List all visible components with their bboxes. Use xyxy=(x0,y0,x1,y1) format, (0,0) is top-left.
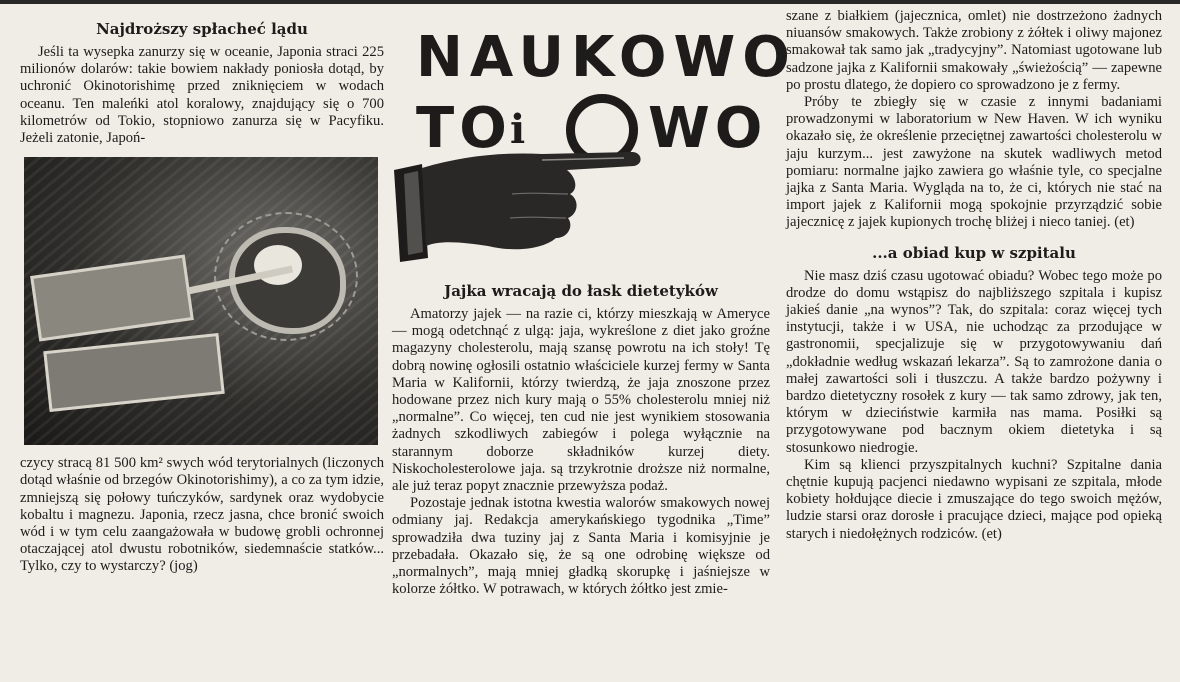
atoll-aerial-photo xyxy=(24,157,378,445)
article-paragraph: Nie masz dziś czasu ugotować obiadu? Wobec tego może po drodze do domu wstąpisz do najbliższego szpitala i kupisz jakieś danie „na wynos”? Tak, do szpitala: coraz więcej tych instytucji, także i w USA, nie uchodząc za przodujące w gastronomii, specjalizuje się w przygotowywaniu dań „dokładnie według wskazań lekarza”. Są to zamrożone dania o małej zawartości soli i tłuszczu. A także bardzo pożywny i bardzo dietetyczny rosołek z kury — tak samo zdrowy, jak ten, którym w dzieciństwie karmiła nas mama. Posiłki są przygotowywane pod bacznym okiem dietetyka i są stosunkowo niedrogie. xyxy=(786,267,1162,456)
logo-word-wo: WO xyxy=(648,96,768,161)
logo-word-i: i xyxy=(510,106,526,153)
article-paragraph: Jeśli ta wysepka zanurzy się w oceanie, Japonia straci 225 milionów dolarów: takie bowiem nakłady poniosła dotąd, by uchronić Okinotorishimę przed zniknięciem w wodach oceanu. Ten maleńki atol koralowy, znajdujący się o 700 kilometrów od Tokio, stopniowo zanurza się w Pacyfiku. Jeżeli zatonie, Japoń- xyxy=(20,44,384,147)
article-paragraph: Próby te zbiegły się w czasie z innymi badaniami prowadzonymi w laboratorium w New Haven. W ich wyniku okazało się, że określenie przeciętnej zawartości cholesterolu w jaju kurzym... jest zawyżone na skutek wadliwych metod pomiaru: normalne jajko zawiera go właśnie tyle, co specjalne jajka z Santa Maria. Wygląda na to, że ci, których nie stać na import jajek z Kalifornii mogą spokojnie przyrządzić sobie jajecznicę z jajek kupionych trochę bliżej i nieco taniej. (et) xyxy=(786,94,1162,231)
atoll-island xyxy=(254,245,302,285)
article-title: ...a obiad kup w szpitalu xyxy=(872,243,1076,262)
pointing-hand-icon xyxy=(392,134,652,264)
article-paragraph: szane z białkiem (jajecznica, omlet) nie dostrzeżono żadnych niuansów smakowych. Także zrobiony z żółtek i oliwy majonez smakował tak samo jak „tradycyjny”. Natomiast ugotowane lub sadzone jajka z Kalifornii smakowały „świeżością” — zapewne po prostu dlatego, że dopiero co sprowadzono je z fermy. xyxy=(786,8,1162,93)
article-paragraph: Pozostaje jednak istotna kwestia walorów smakowych nowej odmiany jaj. Redakcja amerykańskiego tygodnika „Time” sprowadziła dwa tuziny jaj z Santa Maria i komisyjnie je przebadała. Okazało się, że są one odrobinę większe od „normalnych”, mają mniej gładką skorupkę i jaśniejsze w kolorze żółtko. W potrawach, w których żółtko jest zmie- xyxy=(392,495,770,598)
column-right xyxy=(786,8,1162,543)
logo-word-naukowo: NAUKOWO xyxy=(416,25,797,90)
article-title: Najdroższy spłacheć lądu xyxy=(96,20,308,38)
article-paragraph: czycy stracą 81 500 km² swych wód terytorialnych (liczonych dotąd właśnie od brzegów Okinotorishimy), a co za tym idzie, zmniejszą się połowy tuńczyków, sardynek oraz wydobycie kobaltu i magnezu. Japonia, rzecz jasna, chce bronić swoich wód i w tym celu zaangażowała w budowę grobli ochronnej otaczającej atol dwustu robotników, siedemnaście statków... Tylko, czy to wystarczy? (jog) xyxy=(20,455,384,575)
section-logo xyxy=(392,8,797,262)
article-paragraph: Kim są klienci przyszpitalnych kuchni? Szpitalne dania chętnie kupują pacjenci niedawno wypisani ze szpitala, młode kobiety hołdujące diecie i zmuszające do tego swoich mężów, ludzie starsi oraz dorosłe i pracujące dzieci, mające pod opieką starych i niedołężnych rodziców. (et) xyxy=(786,456,1162,542)
article-title: Jajka wracają do łask dietetyków xyxy=(444,282,718,300)
article-paragraph: Amatorzy jajek — na razie ci, którzy mieszkają w Ameryce — mogą odetchnąć z ulgą: jaja, wykreślone z diet jako groźne magazyny cholesterolu, mają szansę powrotu na ich stoły! Tę dobrą nowinę ogłosili ostatnio właściciele kurzej fermy w Santa Maria w Kalifornii, którzy twierdzą, że jaja znoszone przez hodowane przez nich kury mają o 55% cholesterolu mniej niż „normalne”. Co więcej, ten cud nie jest wynikiem stosowania żadnych szkodliwych zabiegów i polega wyłącznie na starannym doborze składników kurzej diety. Niskocholesterolowe jaja. są trzykrotnie droższe niż normalne, ale już teraz popyt znacznie przewyższa podaż. xyxy=(392,306,770,495)
column-middle xyxy=(392,8,797,598)
column-left xyxy=(20,8,384,576)
top-rule xyxy=(0,0,1180,4)
logo-word-to: TO xyxy=(416,96,512,161)
